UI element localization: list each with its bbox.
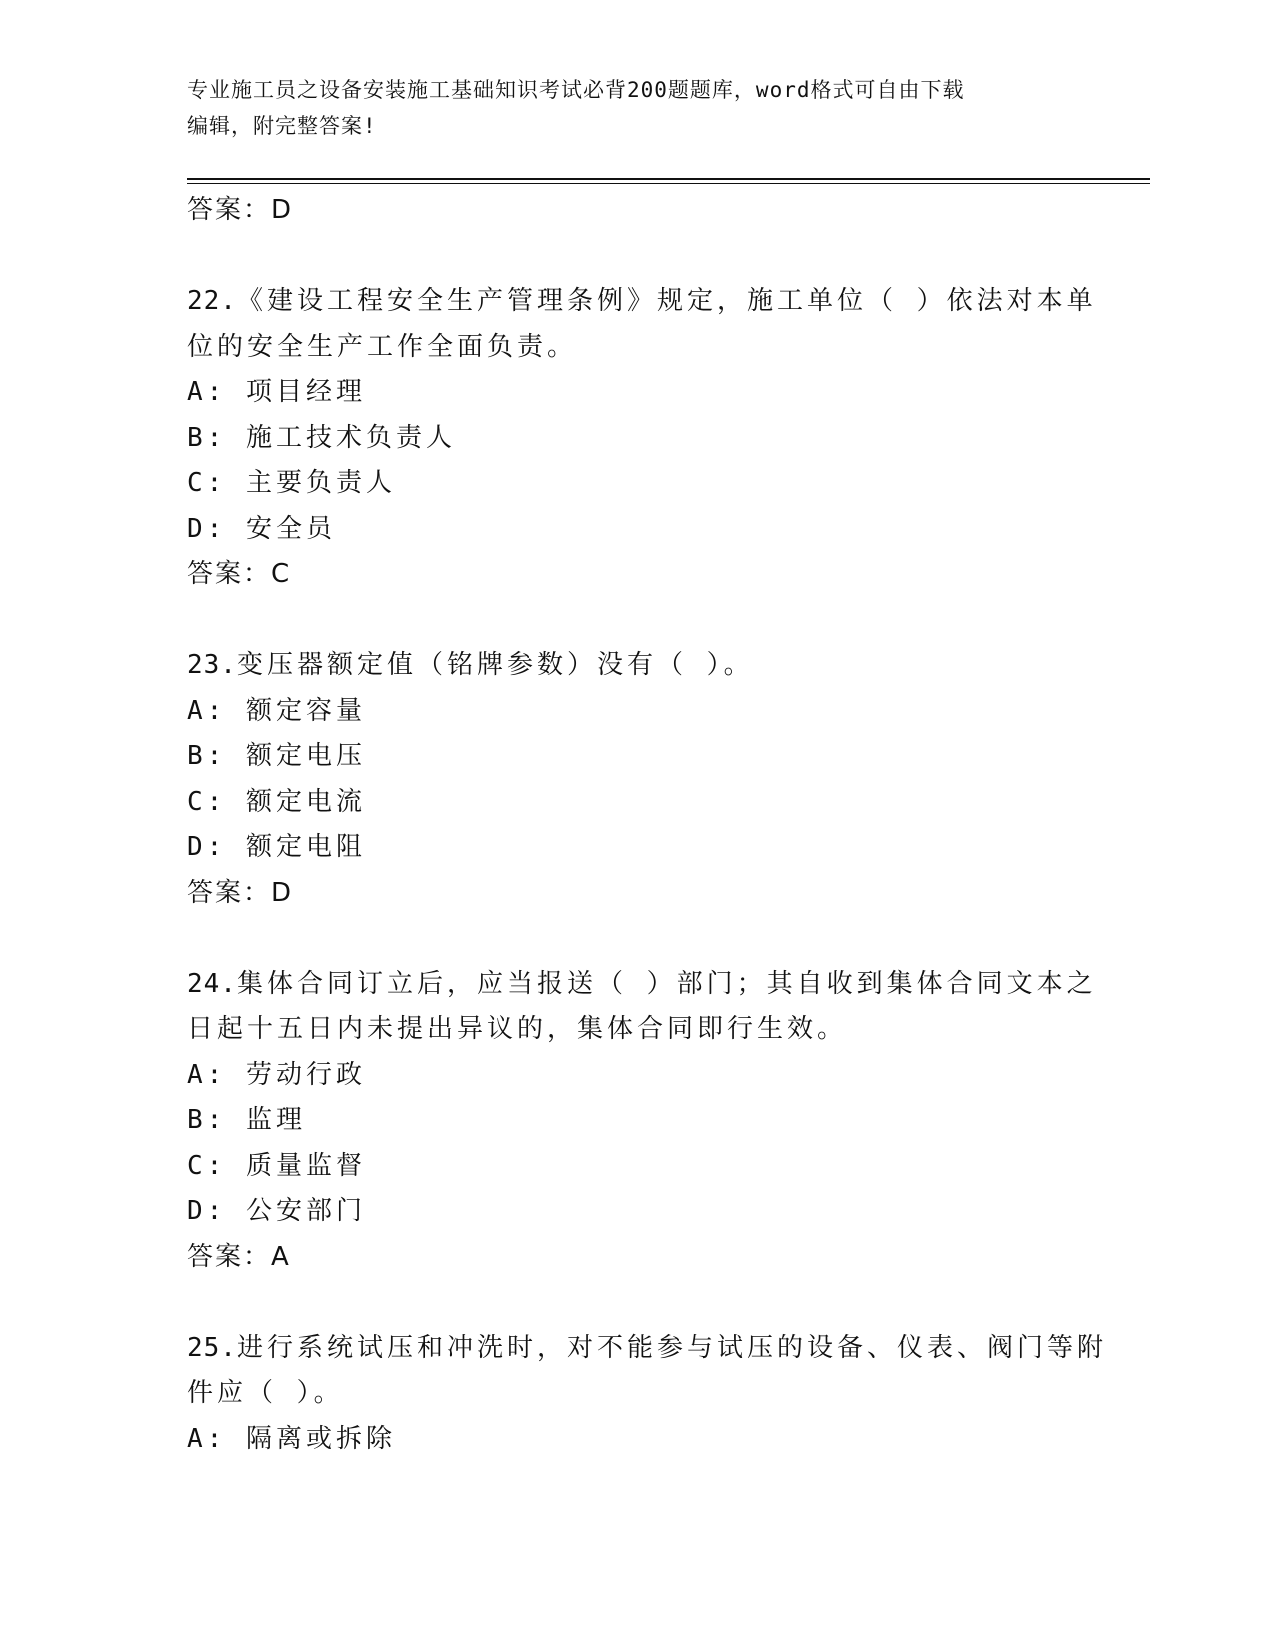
option-d: D: 安全员 — [187, 513, 336, 544]
option-a: A: 项目经理 — [187, 377, 366, 407]
option-a: A: 额定容量 — [187, 695, 366, 726]
header-line-1: 专业施工员之设备安装施工基础知识考试必背200题题库，word格式可自由下载 — [187, 78, 965, 102]
question-23 — [187, 643, 1087, 916]
document-header — [187, 72, 1067, 144]
question-22 — [187, 279, 1097, 598]
question-number: 24. — [187, 968, 237, 999]
option-c: C: 额定电流 — [187, 786, 366, 817]
option-d: D: 额定电阻 — [187, 832, 366, 862]
question-number: 23. — [187, 650, 237, 680]
answer-line: 答案：D — [187, 877, 294, 908]
option-b: B: 监理 — [187, 1105, 306, 1135]
option-d: D: 公安部门 — [187, 1196, 366, 1226]
question-text: 变压器额定值（铭牌参数）没有（ ）。 — [236, 650, 754, 680]
question-text: 集体合同订立后，应当报送（ ）部门；其自收到集体合同文本之 — [236, 968, 1097, 999]
header-divider-thick — [187, 178, 1150, 180]
question-stem-line: 位的安全生产工作全面负责。 — [187, 331, 578, 362]
header-divider-thin — [187, 183, 1150, 184]
question-text: 《建设工程安全生产管理条例》规定，施工单位（ ）依法对本单 — [236, 286, 1097, 316]
question-stem-line: 件应（ ）。 — [187, 1378, 344, 1408]
answer-line: 答案：A — [187, 1241, 291, 1272]
question-stem-line — [187, 279, 1097, 325]
question-text: 进行系统试压和冲洗时，对不能参与试压的设备、仪表、阀门等附 — [236, 1332, 1107, 1363]
question-stem-line — [187, 643, 1087, 689]
question-stem-line — [187, 962, 1097, 1008]
question-25 — [187, 1326, 1107, 1463]
option-a: A: 隔离或拆除 — [187, 1423, 396, 1454]
question-number: 25. — [187, 1332, 237, 1363]
header-line-2: 编辑，附完整答案! — [187, 114, 377, 138]
question-24 — [187, 962, 1097, 1281]
question-number: 22. — [187, 286, 237, 316]
option-b: B: 施工技术负责人 — [187, 422, 456, 453]
answer-line: 答案：C — [187, 559, 292, 589]
option-b: B: 额定电压 — [187, 741, 366, 771]
question-stem-line — [187, 1326, 1107, 1372]
question-stem-line: 日起十五日内未提出异议的，集体合同即行生效。 — [187, 1014, 848, 1044]
option-c: C: 主要负责人 — [187, 468, 396, 498]
spacer — [187, 1280, 1087, 1326]
question-list — [187, 188, 1107, 1462]
spacer — [187, 598, 1087, 644]
spacer — [187, 234, 1087, 280]
option-a: A: 劳动行政 — [187, 1059, 366, 1090]
option-c: C: 质量监督 — [187, 1150, 366, 1181]
previous-answer: 答案：D — [187, 195, 294, 225]
spacer — [187, 916, 1087, 962]
